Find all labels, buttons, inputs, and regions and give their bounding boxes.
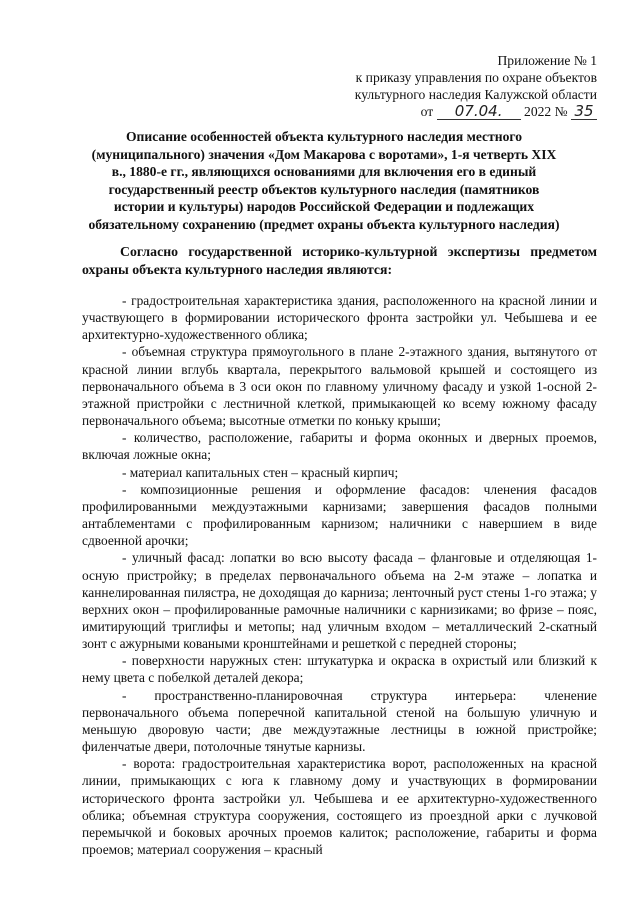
date-year: 2022 № xyxy=(524,104,568,119)
list-item: - материал капитальных стен – красный кирпич; xyxy=(122,464,399,480)
list-item: - уличный фасад: лопатки во всю высоту фасада – фланговые и отделяющая 1-осную пристройку; в пределах первоначального объема на 2-м этаже – лопатка и каннелированная пилястра, не доходящая до карниза; ленточный руст стены 1-го этажа; у верхних окон – профилированные рамочные наличники с карнизиками; во фризе – пояс, имитирующий триглифы и метопы; над уличным входом – металлический 2-скатный зонт с ажурными коваными кронштейнами и решеткой с передней стороны; xyxy=(82,550,597,652)
protection-items-list xyxy=(82,292,597,858)
authority-name: культурного наследия Калужской области xyxy=(354,87,597,102)
document-title: Описание особенностей объекта культурного наследия местного (муниципального) значения «Дом Макарова с воротами», 1-я четверть XIX в., 1880-е гг., являющихся основаниями для включения его в единый государственный реестр объектов культурного наследия (памятников истории и культуры) народов Российской Федерации и подлежащих обязательному сохранению (предмет охраны объекта культурного наследия) xyxy=(88,129,560,232)
list-item: - композиционные решения и оформление фасадов: членения фасадов профилированными междуэтажными карнизами; завершения фасадов полными антаблементами с профилированным карнизом; наличники с навершием в виде сдвоенной арочки; xyxy=(82,481,597,549)
order-date-line xyxy=(297,103,597,120)
date-prefix: от xyxy=(420,104,434,119)
list-item: - градостроительная характеристика здания, расположенного на красной линии и участвующего в формировании исторического фронта застройки ул. Чебышева и ее архитектурно-художественного облика; xyxy=(82,293,597,343)
list-item: - количество, расположение, габариты и форма оконных и дверных проемов, включая ложные окна; xyxy=(82,430,597,463)
appendix-header xyxy=(297,52,597,120)
handwritten-date: 07.04. xyxy=(437,104,521,120)
appendix-number: Приложение № 1 xyxy=(497,53,597,68)
list-item: - ворота: градостроительная характеристика ворот, расположенных на красной линии, примыкающих с юга к главному дому и участвующих в формировании исторического фронта застройки ул. Чебышева и ее архитектурно-художественного облика; объемная структура сооружения, состоящего из проездной арки с лучковой перемычкой и боковых арочных проемов калиток; расположение, габариты и форма проемов; материал сооружения – красный xyxy=(82,756,597,857)
list-item: - поверхности наружных стен: штукатурка и окраска в охристый или близкий к нему цвета с побелкой деталей декора; xyxy=(82,653,597,686)
intro-paragraph: Согласно государственной историко-культурной экспертизы предметом охраны объекта культурного наследия являются: xyxy=(82,244,597,277)
order-reference: к приказу управления по охране объектов xyxy=(355,70,597,85)
list-item: - объемная структура прямоугольного в плане 2-этажного здания, вытянутого от красной линии вглубь квартала, перекрытого вальмовой крышей и состоящего из первоначального объема в 3 оси окон по главному уличному фасаду и узкой 1-осной 2-этажной пристройки с лестничной клеткой, примыкающей ко всему южному фасаду первоначального объема; высотные отметки по коньку крыши; xyxy=(82,344,597,429)
list-item: - пространственно-планировочная структура интерьера: членение первоначального объема поперечной капитальной стеной на большую уличную и меньшую дворовую части; две междуэтажные лестницы в южной пристройке; филенчатые двери, потолочные тянутые карнизы. xyxy=(82,687,597,755)
handwritten-order-number: 35 xyxy=(571,104,597,120)
